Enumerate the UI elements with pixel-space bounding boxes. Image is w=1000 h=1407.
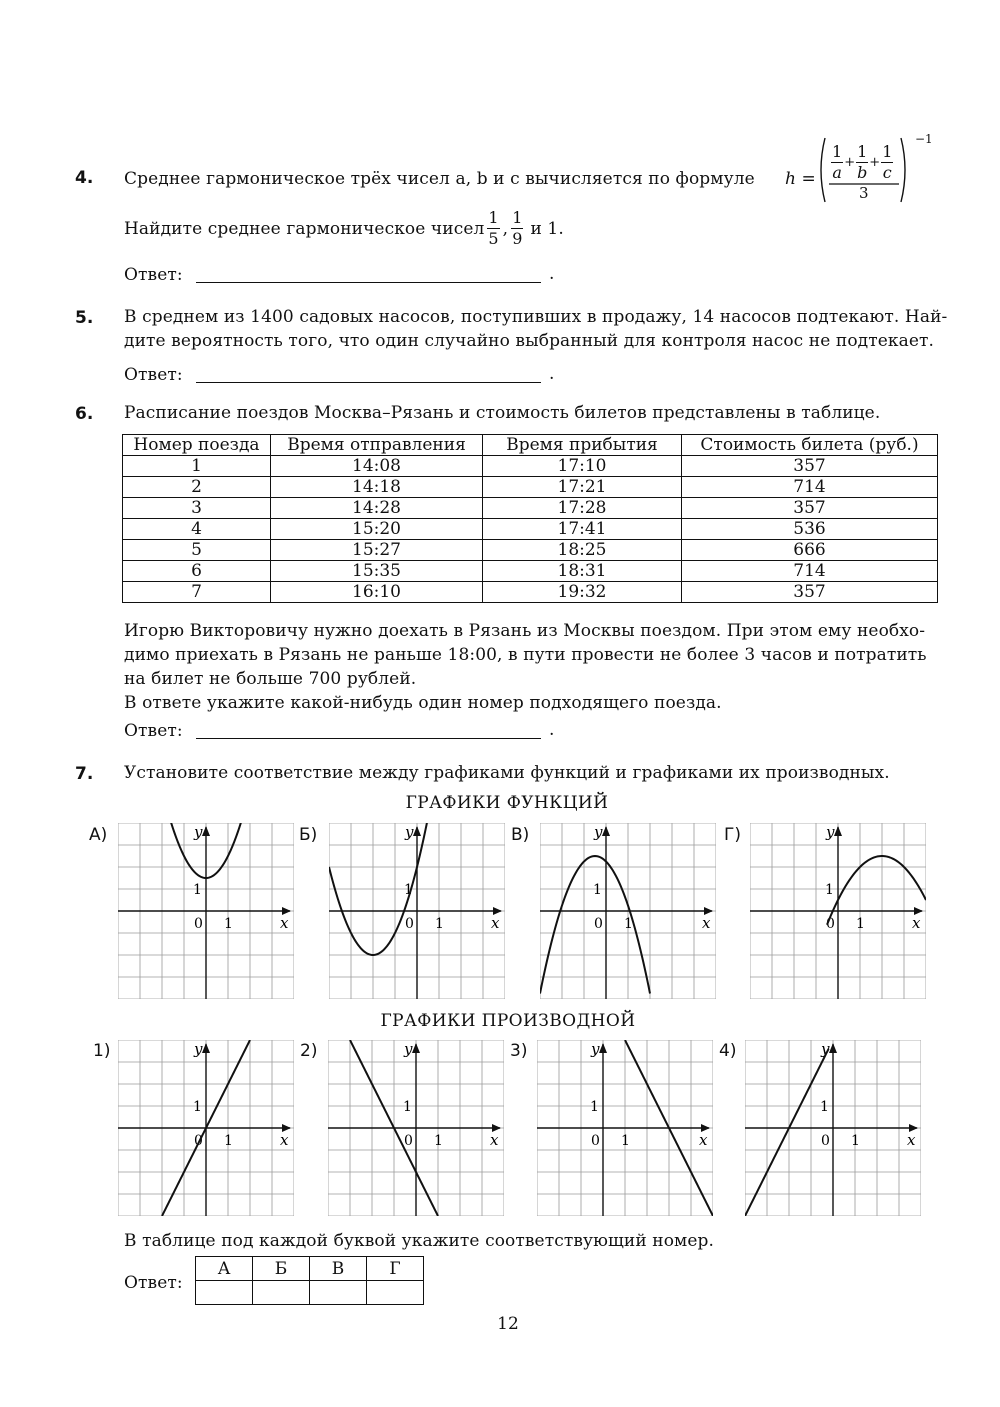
formula-a: a xyxy=(832,163,842,182)
x-axis-label: x xyxy=(702,914,711,932)
task-5-line-2: дите вероятность того, что один случайно выбранный для контроля насос не подтекает. xyxy=(124,331,935,351)
table-row xyxy=(123,519,938,540)
x-unit-label: 1 xyxy=(856,916,865,932)
y-unit-label: 1 xyxy=(593,882,602,898)
cell-departure: 15:35 xyxy=(271,561,483,582)
formula-lhs: h = xyxy=(785,169,816,189)
task-4-number: 4. xyxy=(75,168,94,188)
task-6-answer-label: Ответ: xyxy=(124,721,183,741)
table-row xyxy=(123,561,938,582)
origin-label: 0 xyxy=(591,1133,600,1149)
y-unit-label: 1 xyxy=(193,882,202,898)
cell-price: 536 xyxy=(682,519,938,540)
task-4-question xyxy=(124,208,564,249)
formula-plus-2: + xyxy=(869,154,881,170)
formula-exponent: −1 xyxy=(915,132,933,146)
cell-arrival: 17:28 xyxy=(483,498,682,519)
task-6-intro: Расписание поездов Москва–Рязань и стоимость билетов представлены в таблице. xyxy=(124,403,881,423)
function-graph-A xyxy=(118,823,294,999)
cell-departure: 15:27 xyxy=(271,540,483,561)
y-axis-arrow xyxy=(202,1043,210,1053)
y-unit-label: 1 xyxy=(820,1099,829,1115)
cell-price: 357 xyxy=(682,582,938,603)
header-arrival: Время прибытия xyxy=(483,435,682,456)
cell-number: 3 xyxy=(123,498,271,519)
task-5-number: 5. xyxy=(75,308,94,328)
y-unit-label: 1 xyxy=(193,1099,202,1115)
task-5-line-1: В среднем из 1400 садовых насосов, поступивших в продажу, 14 насосов подтекают. Най- xyxy=(124,307,948,327)
harmonic-mean-formula xyxy=(785,134,935,206)
task-5-answer-dot: . xyxy=(549,364,555,384)
function-graph-G xyxy=(750,823,926,999)
graph-label-2: 2) xyxy=(300,1041,318,1061)
table-row xyxy=(123,582,938,603)
task-4-question-pre: Найдите среднее гармоническое чисел xyxy=(124,218,485,239)
graph-label-1: 1) xyxy=(93,1041,111,1061)
derivative-graph-2 xyxy=(328,1040,504,1216)
cell-arrival: 17:10 xyxy=(483,456,682,477)
task-4-comma: , xyxy=(502,218,509,239)
y-unit-label: 1 xyxy=(403,1099,412,1115)
cell-price: 714 xyxy=(682,561,938,582)
origin-label: 0 xyxy=(826,916,835,932)
y-axis-label: y xyxy=(194,1040,203,1058)
y-axis-label: y xyxy=(404,1040,413,1058)
origin-label: 0 xyxy=(405,916,414,932)
cell-price: 714 xyxy=(682,477,938,498)
fraction-one-fifth xyxy=(487,208,499,249)
answer-cell-V[interactable] xyxy=(310,1281,367,1305)
task-4-answer-field[interactable] xyxy=(196,282,541,283)
x-axis-label: x xyxy=(491,914,500,932)
task-7-answer-label: Ответ: xyxy=(124,1273,183,1293)
cell-number: 5 xyxy=(123,540,271,561)
y-axis-label: y xyxy=(821,1040,830,1058)
task-6-number: 6. xyxy=(75,404,94,424)
task-5-answer-field[interactable] xyxy=(196,382,541,383)
cell-departure: 15:20 xyxy=(271,519,483,540)
formula-one-c: 1 xyxy=(882,142,893,161)
y-unit-label: 1 xyxy=(590,1099,599,1115)
table-row xyxy=(123,498,938,519)
x-unit-label: 1 xyxy=(224,1133,233,1149)
derivative-graph-4 xyxy=(745,1040,921,1216)
formula-b: b xyxy=(857,163,868,182)
formula-denominator: 3 xyxy=(859,184,869,202)
task-7-instruction: В таблице под каждой буквой укажите соответствующий номер. xyxy=(124,1231,715,1251)
y-axis-arrow xyxy=(202,826,210,836)
cell-number: 7 xyxy=(123,582,271,603)
y-unit-label: 1 xyxy=(825,882,834,898)
y-axis-label: y xyxy=(591,1040,600,1058)
answer-table xyxy=(195,1256,424,1305)
origin-label: 0 xyxy=(594,916,603,932)
task-6-condition-2: димо приехать в Рязань не раньше 18:00, в пути провести не более 3 часов и потратить xyxy=(124,645,927,665)
graph-label-A: А) xyxy=(89,825,108,845)
graph-label-V: В) xyxy=(511,825,530,845)
y-axis-arrow xyxy=(412,1043,420,1053)
x-axis-label: x xyxy=(907,1131,916,1149)
formula-one-b: 1 xyxy=(857,142,868,161)
cell-departure: 16:10 xyxy=(271,582,483,603)
fraction-one-ninth xyxy=(511,208,523,249)
table-row xyxy=(123,456,938,477)
x-axis-label: x xyxy=(490,1131,499,1149)
formula-c: c xyxy=(882,163,892,182)
cell-departure: 14:28 xyxy=(271,498,483,519)
task-4-question-post: и 1. xyxy=(530,218,564,239)
cell-arrival: 18:25 xyxy=(483,540,682,561)
fraction-1-numerator: 1 xyxy=(488,208,499,227)
table-row xyxy=(123,540,938,561)
answer-header-G: Г xyxy=(367,1257,424,1281)
origin-label: 0 xyxy=(821,1133,830,1149)
answer-cell-G[interactable] xyxy=(367,1281,424,1305)
y-axis-label: y xyxy=(194,823,203,841)
table-header-row xyxy=(123,435,938,456)
cell-arrival: 18:31 xyxy=(483,561,682,582)
cell-number: 6 xyxy=(123,561,271,582)
x-unit-label: 1 xyxy=(434,1133,443,1149)
origin-label: 0 xyxy=(404,1133,413,1149)
origin-label: 0 xyxy=(194,1133,203,1149)
train-schedule-table xyxy=(122,434,938,603)
fraction-1-denominator: 5 xyxy=(488,229,499,248)
y-unit-label: 1 xyxy=(404,882,413,898)
cell-arrival: 19:32 xyxy=(483,582,682,603)
task-4-text: Среднее гармоническое трёх чисел a, b и c вычисляется по формуле xyxy=(124,169,755,189)
task-5-answer-label: Ответ: xyxy=(124,365,183,385)
answer-header-row xyxy=(196,1257,424,1281)
task-4-answer-dot: . xyxy=(549,264,555,284)
y-axis-label: y xyxy=(405,823,414,841)
fraction-2-numerator: 1 xyxy=(512,208,523,227)
y-axis-arrow xyxy=(413,826,421,836)
cell-number: 1 xyxy=(123,456,271,477)
x-unit-label: 1 xyxy=(851,1133,860,1149)
derivatives-header: ГРАФИКИ ПРОИЗВОДНОЙ xyxy=(380,1011,636,1031)
cell-departure: 14:18 xyxy=(271,477,483,498)
y-axis-label: y xyxy=(826,823,835,841)
task-6-condition-1: Игорю Викторовичу нужно доехать в Рязань из Москвы поездом. При этом ему необхо- xyxy=(124,621,926,641)
graph-label-B: Б) xyxy=(299,825,318,845)
answer-input-row xyxy=(196,1281,424,1305)
cell-number: 2 xyxy=(123,477,271,498)
graph-label-4: 4) xyxy=(719,1041,737,1061)
cell-number: 4 xyxy=(123,519,271,540)
y-axis-arrow xyxy=(834,826,842,836)
header-price: Стоимость билета (руб.) xyxy=(682,435,938,456)
task-7-number: 7. xyxy=(75,764,94,784)
derivative-graph-1 xyxy=(118,1040,294,1216)
x-axis-label: x xyxy=(699,1131,708,1149)
function-graph-B xyxy=(329,823,505,999)
task-6-answer-field[interactable] xyxy=(196,738,541,739)
x-unit-label: 1 xyxy=(435,916,444,932)
cell-price: 357 xyxy=(682,498,938,519)
function-graph-V xyxy=(540,823,716,999)
answer-header-V: В xyxy=(310,1257,367,1281)
formula-numerator xyxy=(831,142,893,183)
formula-plus-1: + xyxy=(844,154,856,170)
task-7-intro: Установите соответствие между графиками функций и графиками их производных. xyxy=(124,763,890,783)
y-axis-label: y xyxy=(594,823,603,841)
task-6-condition-3: на билет не больше 700 рублей. xyxy=(124,669,417,689)
x-unit-label: 1 xyxy=(224,916,233,932)
page-number: 12 xyxy=(497,1314,519,1334)
header-departure: Время отправления xyxy=(271,435,483,456)
x-axis-label: x xyxy=(280,1131,289,1149)
y-axis-arrow xyxy=(829,1043,837,1053)
cell-arrival: 17:21 xyxy=(483,477,682,498)
task-4-answer-label: Ответ: xyxy=(124,265,183,285)
cell-departure: 14:08 xyxy=(271,456,483,477)
answer-cell-A[interactable] xyxy=(196,1281,253,1305)
answer-cell-B[interactable] xyxy=(253,1281,310,1305)
origin-label: 0 xyxy=(194,916,203,932)
answer-header-A: А xyxy=(196,1257,253,1281)
table-row xyxy=(123,477,938,498)
cell-price: 357 xyxy=(682,456,938,477)
formula-one-a: 1 xyxy=(832,142,843,161)
task-6-answer-dot: . xyxy=(549,720,555,740)
function-curve xyxy=(745,1049,829,1216)
y-axis-arrow xyxy=(599,1043,607,1053)
graph-label-3: 3) xyxy=(510,1041,528,1061)
cell-price: 666 xyxy=(682,540,938,561)
derivative-graph-3 xyxy=(537,1040,713,1216)
functions-header: ГРАФИКИ ФУНКЦИЙ xyxy=(405,793,609,813)
answer-header-B: Б xyxy=(253,1257,310,1281)
graph-label-G: Г) xyxy=(724,825,741,845)
header-train-number: Номер поезда xyxy=(123,435,271,456)
fraction-2-denominator: 9 xyxy=(512,229,523,248)
x-axis-label: x xyxy=(280,914,289,932)
cell-arrival: 17:41 xyxy=(483,519,682,540)
x-unit-label: 1 xyxy=(621,1133,630,1149)
x-axis-label: x xyxy=(912,914,921,932)
task-6-condition-4: В ответе укажите какой-нибудь один номер подходящего поезда. xyxy=(124,693,722,713)
x-unit-label: 1 xyxy=(624,916,633,932)
y-axis-arrow xyxy=(602,826,610,836)
